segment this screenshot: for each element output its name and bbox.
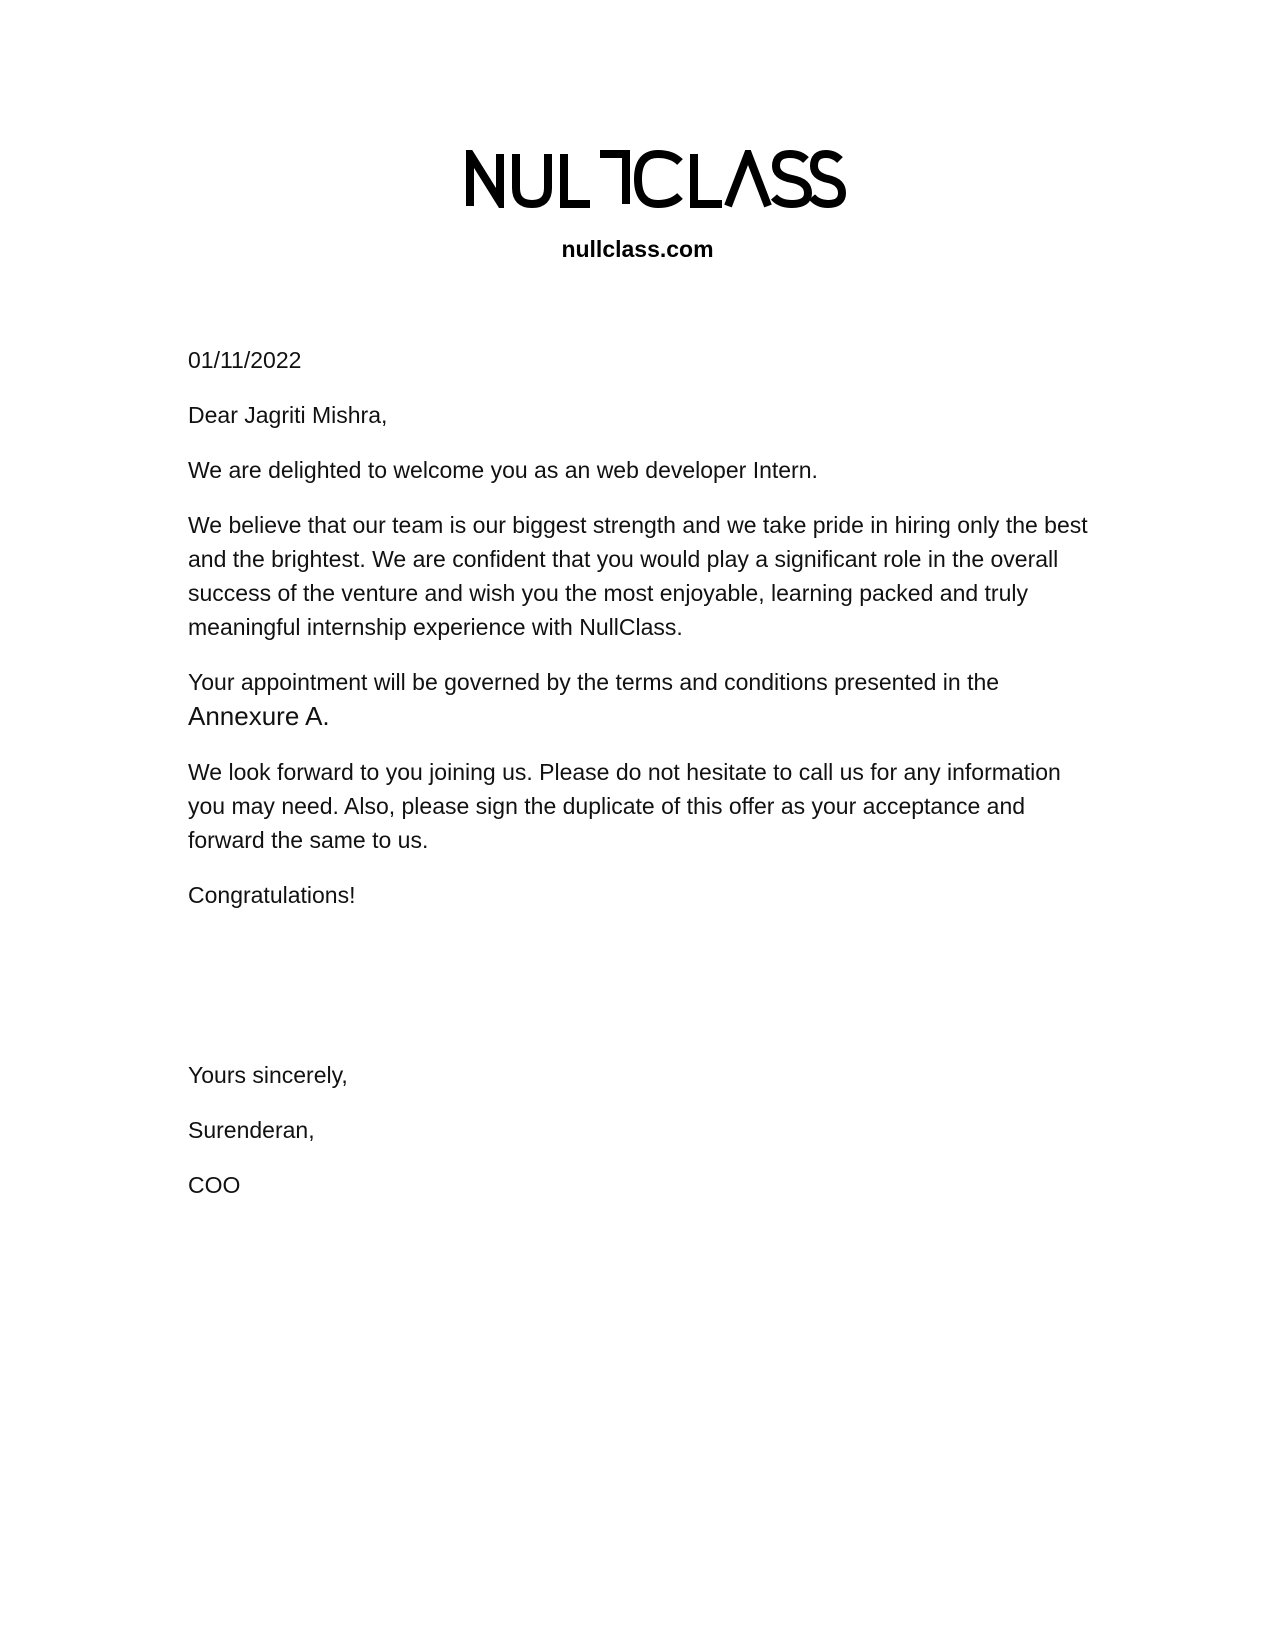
- letter-closing: [188, 1058, 788, 1223]
- letter-paragraph-terms: [188, 665, 1088, 734]
- terms-text: Your appointment will be governed by the terms and conditions presented in the: [188, 669, 1000, 695]
- signer-title: COO: [188, 1172, 241, 1198]
- letter-paragraph-welcome: We are delighted to welcome you as an web developer Intern.: [188, 457, 818, 483]
- letter-congratulations: Congratulations!: [188, 882, 356, 908]
- letter-body: [188, 343, 1088, 933]
- letter-date: 01/11/2022: [188, 347, 302, 373]
- letter-paragraph-joining: We look forward to you joining us. Please do not hesitate to call us for any information you may need. Also, please sign the duplicate of this offer as your acceptance and forward the same to us.: [188, 759, 1061, 853]
- company-website: nullclass.com: [561, 236, 714, 262]
- valediction: Yours sincerely,: [188, 1062, 348, 1088]
- signer-name: Surenderan,: [188, 1117, 315, 1143]
- letter-salutation: Dear Jagriti Mishra,: [188, 402, 388, 428]
- nullclass-logo: [466, 150, 846, 208]
- annexure-reference: Annexure A.: [188, 701, 330, 731]
- letter-paragraph-team: We believe that our team is our biggest strength and we take pride in hiring only the best and the brightest. We are confident that you would play a significant role in the overall success of the venture and wish you the most enjoyable, learning packed and truly meaningful internship experience with NullClass.: [188, 512, 1088, 640]
